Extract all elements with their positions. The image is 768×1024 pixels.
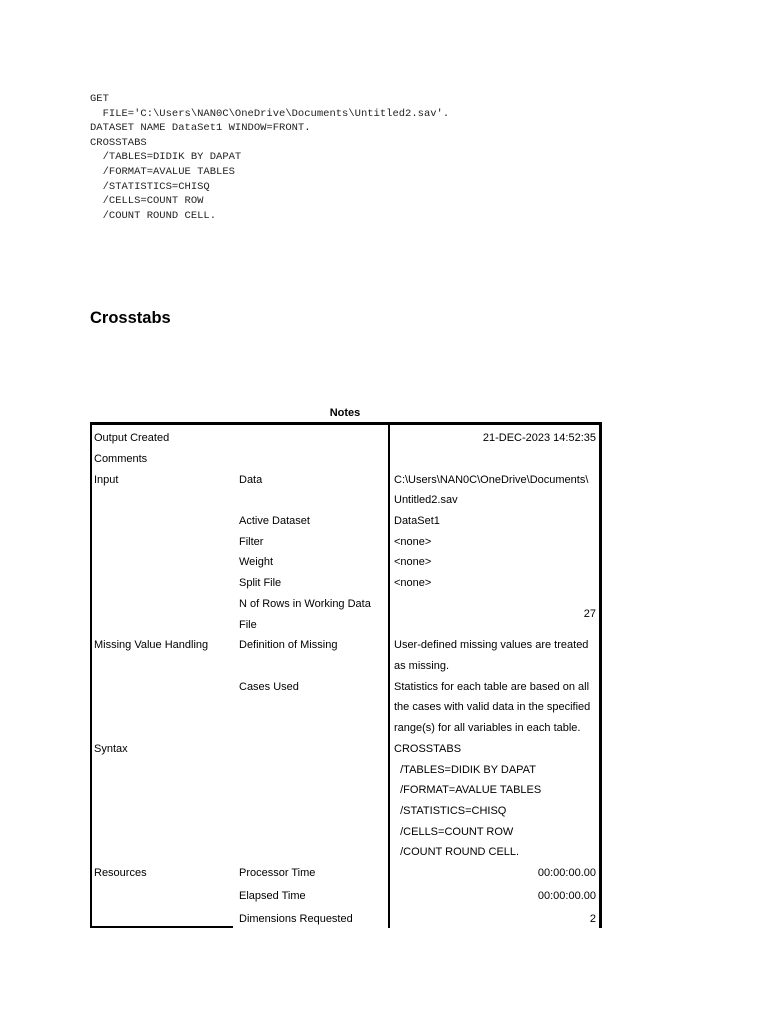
cases-used-value-line: range(s) for all variables in each table.	[394, 722, 581, 734]
row-label-syntax: Syntax	[94, 743, 128, 755]
table-left-border	[90, 422, 92, 928]
sublabel-active-dataset: Active Dataset	[239, 515, 310, 527]
syntax-line: /COUNT ROUND CELL.	[90, 209, 217, 222]
active-dataset-value: DataSet1	[394, 515, 440, 527]
syntax-value-line: /CELLS=COUNT ROW	[394, 826, 514, 838]
syntax-value-line: CROSSTABS	[394, 743, 462, 755]
split-file-value: <none>	[394, 577, 432, 589]
sublabel-weight: Weight	[239, 556, 274, 568]
notes-table	[90, 422, 602, 928]
syntax-line: /FORMAT=AVALUE TABLES	[90, 165, 235, 178]
syntax-value-line: /STATISTICS=CHISQ	[394, 805, 507, 817]
sublabel-elapsed-time: Elapsed Time	[239, 890, 306, 902]
section-heading: Crosstabs	[90, 309, 171, 327]
sublabel-dimensions-requested: Dimensions Requested	[239, 913, 353, 925]
data-value-line: C:\Users\NAN0C\OneDrive\Documents\	[394, 474, 589, 486]
cases-used-value-line: the cases with valid data in the specified	[394, 701, 591, 713]
sublabel-definition-of-missing: Definition of Missing	[239, 639, 338, 651]
syntax-line: DATASET NAME DataSet1 WINDOW=FRONT.	[90, 122, 311, 135]
elapsed-time-value: 00:00:00.00	[537, 890, 596, 902]
syntax-value-line: /COUNT ROUND CELL.	[394, 846, 520, 858]
dimensions-requested-value: 2	[589, 913, 596, 925]
sublabel-n-rows-cont: File	[239, 619, 257, 631]
syntax-line: /STATISTICS=CHISQ	[90, 180, 210, 193]
syntax-block	[90, 92, 449, 223]
definition-value-line: as missing.	[394, 660, 450, 672]
row-label-comments: Comments	[94, 453, 148, 465]
row-label-missing-value-handling: Missing Value Handling	[94, 639, 209, 651]
weight-value: <none>	[394, 556, 432, 568]
table-right-border	[599, 422, 602, 928]
data-value-line: Untitled2.sav	[394, 494, 458, 506]
cases-used-value-line: Statistics for each table are based on all	[394, 681, 590, 693]
syntax-value-line: /TABLES=DIDIK BY DAPAT	[394, 764, 536, 776]
table-column-divider	[388, 422, 390, 928]
syntax-line: /CELLS=COUNT ROW	[90, 195, 204, 208]
output-created-value: 21-DEC-2023 14:52:35	[482, 432, 596, 444]
sublabel-split-file: Split File	[239, 577, 282, 589]
row-label-input: Input	[94, 474, 119, 486]
n-rows-value: 27	[583, 608, 596, 620]
sublabel-filter: Filter	[239, 536, 264, 548]
table-bottom-border	[90, 926, 233, 928]
sublabel-n-rows: N of Rows in Working Data	[239, 598, 371, 610]
row-label-output-created: Output Created	[94, 432, 170, 444]
syntax-line: CROSSTABS	[90, 136, 147, 149]
filter-value: <none>	[394, 536, 432, 548]
definition-value-line: User-defined missing values are treated	[394, 639, 589, 651]
row-label-resources: Resources	[94, 867, 147, 879]
notes-table-title: Notes	[329, 407, 361, 419]
syntax-line: /TABLES=DIDIK BY DAPAT	[90, 151, 242, 164]
syntax-line: FILE='C:\Users\NAN0C\OneDrive\Documents\Untitled2.sav'.	[90, 107, 450, 120]
processor-time-value: 00:00:00.00	[537, 867, 596, 879]
sublabel-cases-used: Cases Used	[239, 681, 299, 693]
syntax-line: GET	[90, 93, 109, 105]
table-top-border	[90, 422, 602, 425]
syntax-value-line: /FORMAT=AVALUE TABLES	[394, 784, 542, 796]
sublabel-processor-time: Processor Time	[239, 867, 316, 879]
sublabel-data: Data	[239, 474, 263, 486]
